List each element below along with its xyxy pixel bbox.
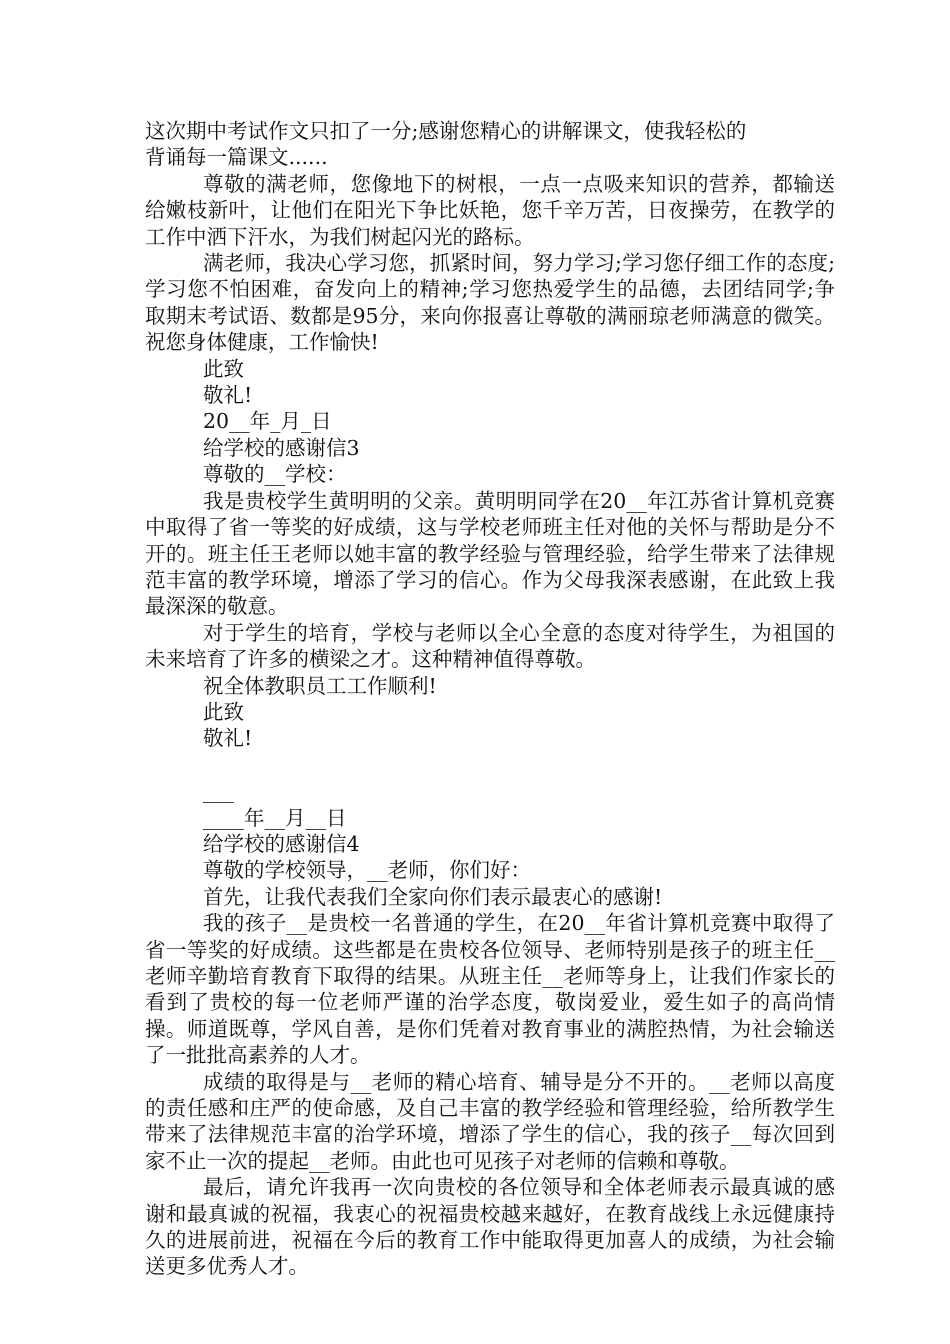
text-line: 首先，让我代表我们全家向你们表示最衷心的感谢!: [203, 884, 663, 909]
body-paragraph: 尊敬的满老师，您像地下的树根，一点一点吸来知识的营养，都输送给嫩枝新叶，让他们在阳光下争比妖艳，您千辛万苦，日夜操劳，在教学的工作中洒下汗水，为我们树起闪光的路标。: [145, 171, 835, 249]
blank-line: [145, 752, 835, 778]
body-paragraph: 满老师，我决心学习您，抓紧时间，努力学习;学习您仔细工作的态度;学习您不怕困难，奋发向上的精神;学习您热爱学生的品德，去团结同学;争取期末考试语、数都是95分，来向你报喜让尊敬的满丽琼老师满意的微笑。祝您身体健康，工作愉快!: [145, 251, 835, 355]
text-line: ____年__月__日: [203, 805, 347, 830]
body-paragraph: 最后，请允许我再一次向贵校的各位领导和全体老师表示最真诚的感谢和最真诚的祝福，我衷心的祝福贵校越来越好，在教育战线上永远健康持久的进展前进，祝福在今后的教育工作中能取得更加喜人的成绩，为社会输送更多优秀人才。: [145, 1175, 835, 1279]
body-paragraph: 成绩的取得是与__老师的精心培育、辅导是分不开的。__老师以高度的责任感和庄严的使命感，及自己丰富的教学经验和管理经验，给所教学生带来了法律规范丰富的治学环境，增添了学生的信心，我的孩子__每次回到家不止一次的提起__老师。由此也可见孩子对老师的信赖和尊敬。: [145, 1069, 835, 1173]
body-paragraph: 我的孩子__是贵校一名普通的学生，在20__年省计算机竞赛中取得了省一等奖的好成绩。这些都是在贵校各位领导、老师特别是孩子的班主任__老师辛勤培育教育下取得的结果。从班主任__老师等身上，让我们作家长的看到了贵校的每一位老师严谨的治学态度，敬岗爱业，爱生如子的高尚情操。师道既尊，学风自善，是你们凭着对教育事业的满腔热情，为社会输送了一批批高素养的人才。: [145, 911, 835, 1068]
body-paragraph: 我是贵校学生黄明明的父亲。黄明明同学在20__年江苏省计算机竞赛中取得了省一等奖的好成绩，这与学校老师班主任对他的关怀与帮助是分不开的。班主任王老师以她丰富的教学经验与管理经验，给学生带来了法律规范丰富的教学环境，增添了学习的信心。作为父母我深表感谢，在此致上我最深深的敬意。: [145, 488, 835, 619]
text-line: 敬礼!: [203, 383, 253, 408]
text-line: 祝全体教职员工工作顺利!: [203, 673, 437, 698]
text-line: 尊敬的__学校：: [203, 462, 347, 487]
document-body: [145, 118, 835, 1280]
text-line: 敬礼!: [203, 726, 253, 751]
text-line: 此致: [203, 699, 244, 724]
body-paragraph: 对于学生的培育，学校与老师以全心全意的态度对待学生，为祖国的未来培育了许多的横梁之才。这种精神值得尊敬。: [145, 620, 835, 672]
text-line: 此致: [203, 356, 244, 381]
text-line: ___: [203, 779, 234, 804]
text-line: 尊敬的学校领导，__老师，你们好：: [203, 858, 531, 883]
text-line: 这次期中考试作文只扣了一分;感谢您精心的讲解课文，使我轻松的: [145, 119, 747, 143]
text-line: 背诵每一篇课文......: [145, 145, 328, 170]
text-line: 给学校的感谢信3: [203, 435, 360, 460]
text-line: 20__年_月_日: [203, 409, 332, 434]
text-line: 给学校的感谢信4: [203, 831, 360, 856]
